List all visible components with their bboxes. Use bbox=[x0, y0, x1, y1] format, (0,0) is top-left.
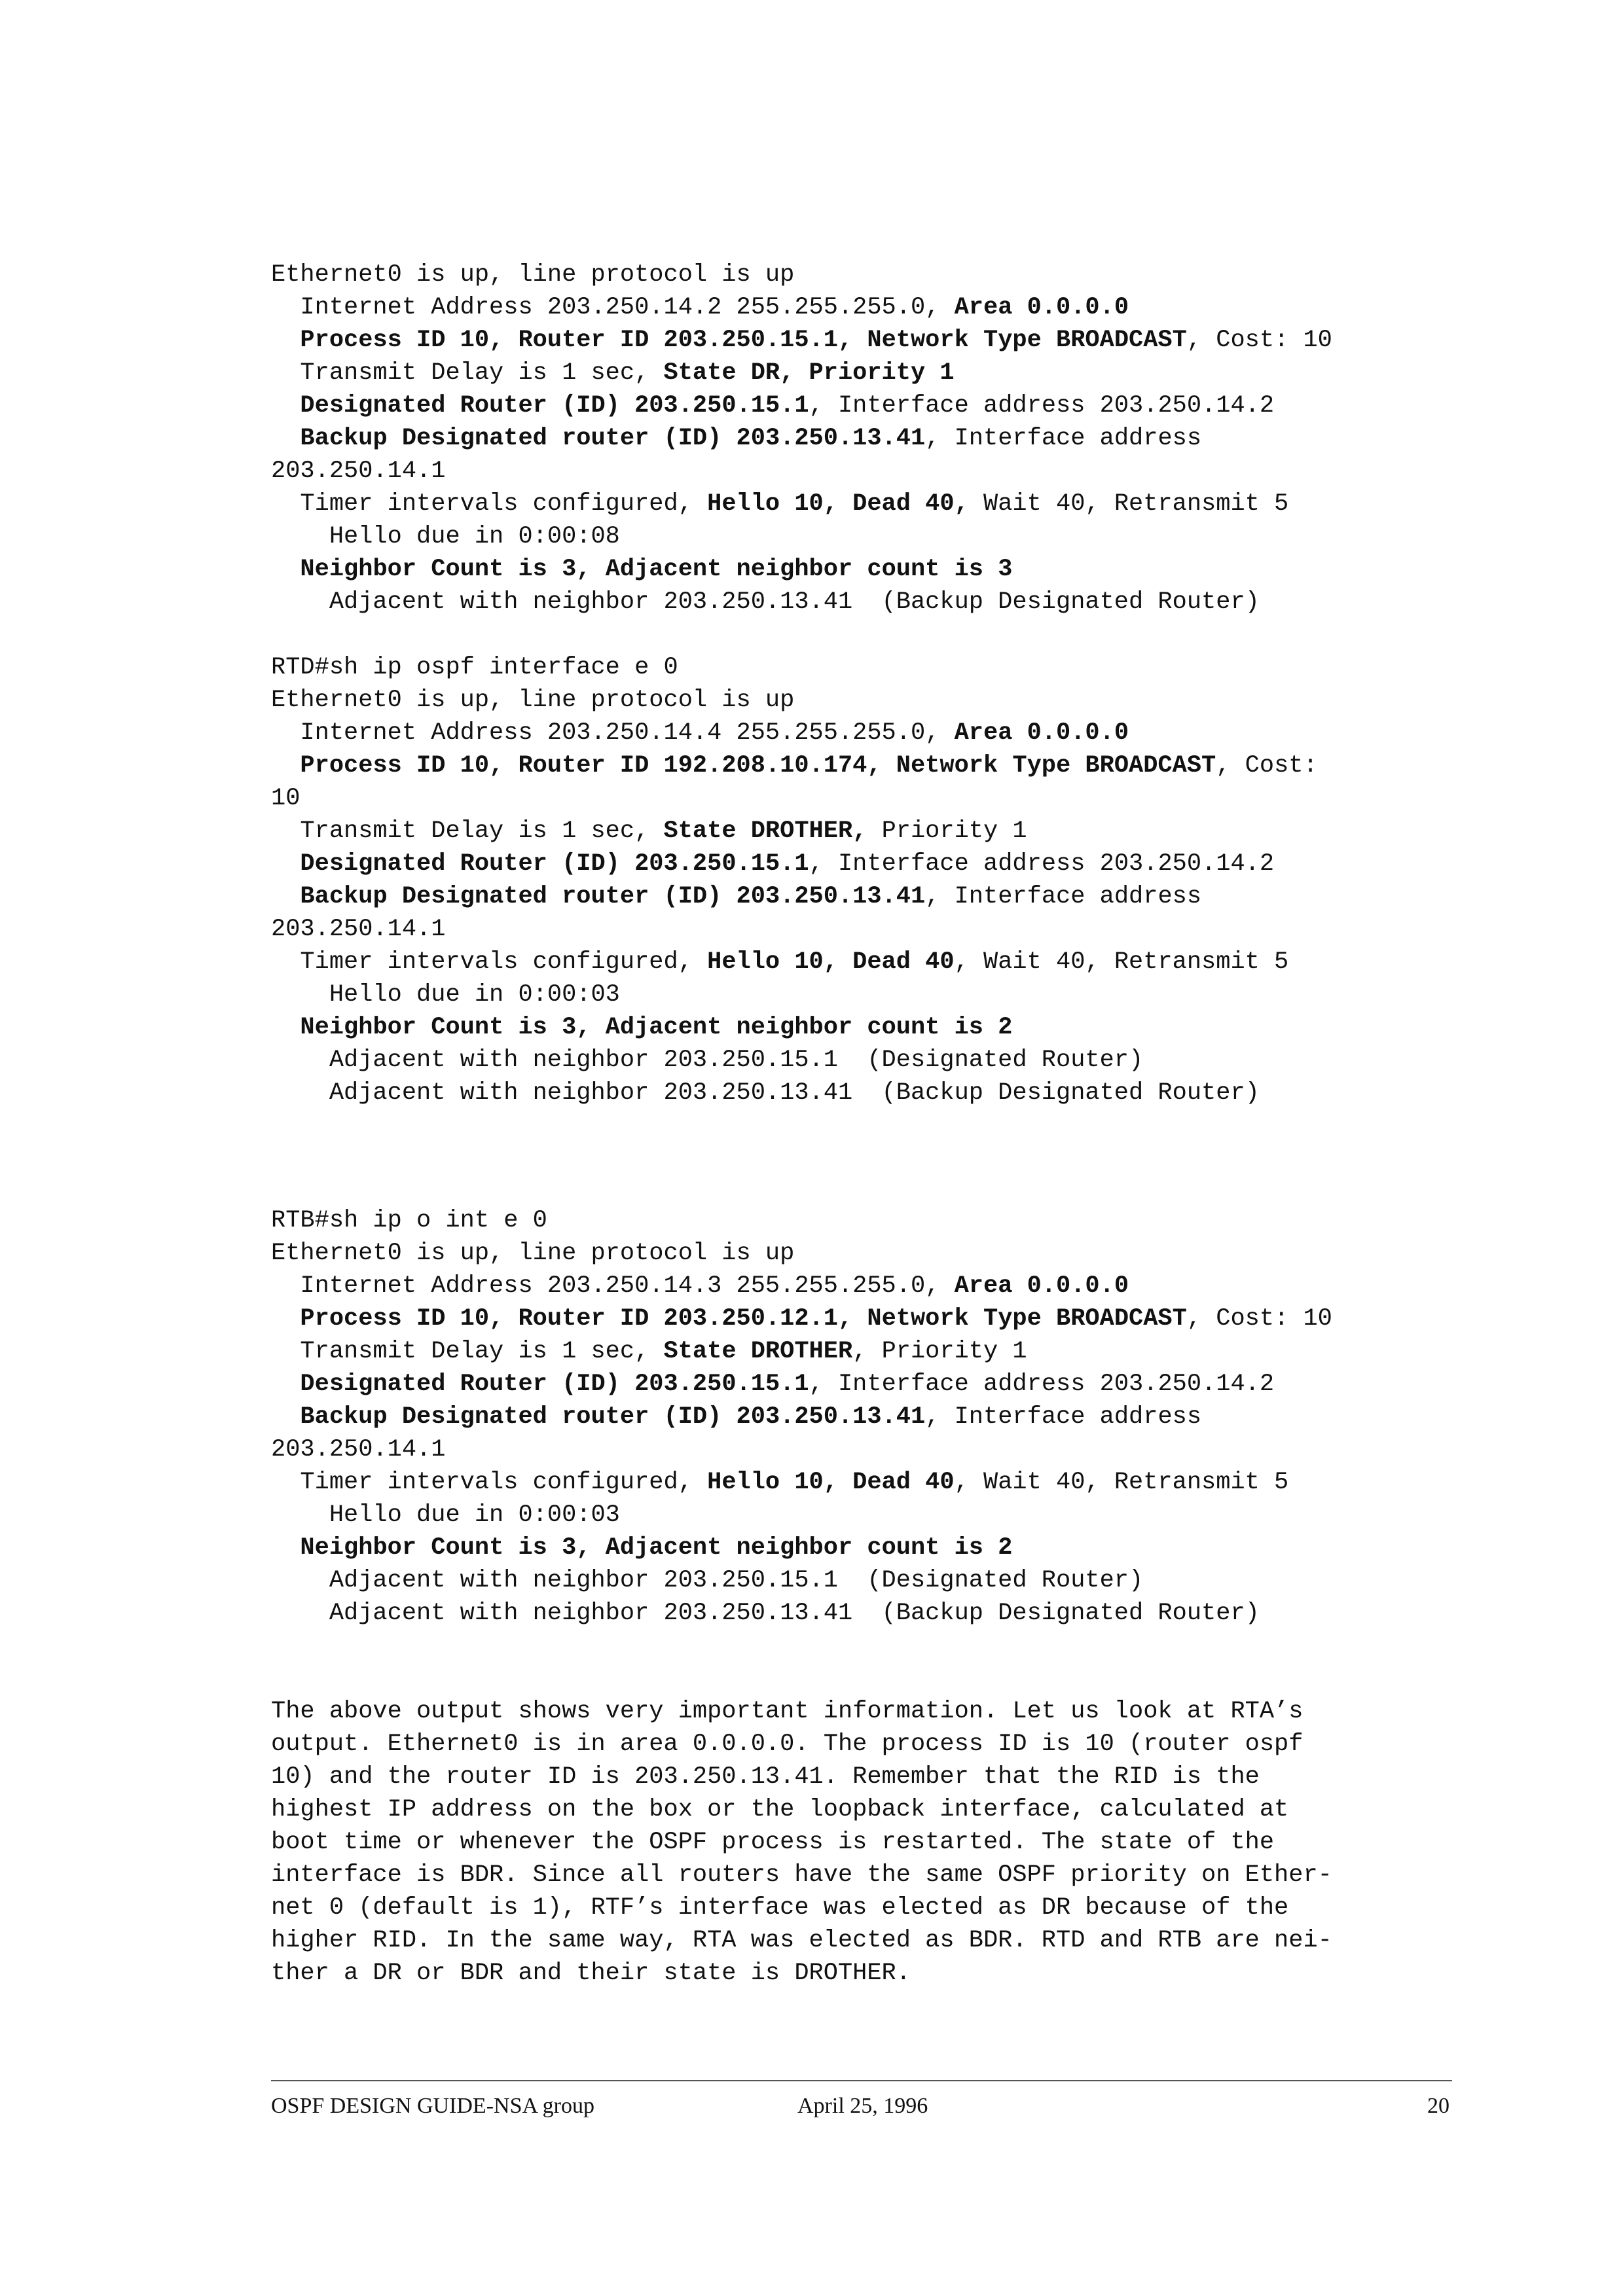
cli-text: , Interface address bbox=[925, 1403, 1202, 1431]
cli-text: Hello due in 0:00:03 bbox=[271, 981, 620, 1009]
cli-text: Ethernet0 is up, line protocol is up bbox=[271, 261, 795, 289]
paragraph-line: net 0 (default is 1), RTF’s interface was elected as DR because of the bbox=[271, 1894, 1289, 1922]
cli-text: , Interface address 203.250.14.2 bbox=[809, 850, 1275, 878]
cli-text bbox=[271, 850, 300, 878]
cli-text: , Interface address bbox=[925, 883, 1202, 910]
cli-text bbox=[271, 327, 300, 354]
cli-line bbox=[271, 357, 1332, 389]
cli-text-bold: Area 0.0.0.0 bbox=[954, 294, 1129, 321]
cli-text: 203.250.14.1 bbox=[271, 457, 446, 485]
cli-text bbox=[271, 883, 300, 910]
cli-text: Timer intervals configured, bbox=[271, 490, 708, 518]
cli-line bbox=[271, 1077, 1332, 1109]
cli-text bbox=[271, 556, 300, 583]
cli-text: , Interface address bbox=[925, 425, 1202, 452]
cli-text: , Interface address 203.250.14.2 bbox=[809, 392, 1275, 420]
explanation-paragraph bbox=[271, 1695, 1443, 1990]
cli-text-bold: Designated Router (ID) 203.250.15.1 bbox=[300, 1371, 809, 1398]
cli-line bbox=[271, 1270, 1332, 1302]
cli-line bbox=[271, 389, 1332, 422]
cli-text: 203.250.14.1 bbox=[271, 916, 446, 943]
cli-line bbox=[271, 1532, 1332, 1564]
cli-line bbox=[271, 815, 1332, 848]
cli-line bbox=[271, 1204, 1332, 1237]
cli-text: Transmit Delay is 1 sec, bbox=[271, 1338, 664, 1365]
cli-text: Transmit Delay is 1 sec, bbox=[271, 817, 664, 845]
paragraph-line: output. Ethernet0 is in area 0.0.0.0. The process ID is 10 (router ospf bbox=[271, 1731, 1304, 1758]
cli-text: RTB#sh ip o int e 0 bbox=[271, 1207, 547, 1234]
cli-text: Adjacent with neighbor 203.250.13.41 (Backup Designated Router) bbox=[271, 1079, 1260, 1107]
cli-line bbox=[271, 913, 1332, 946]
cli-text: , Cost: bbox=[1216, 752, 1318, 780]
cli-line bbox=[271, 1466, 1332, 1499]
cli-line bbox=[271, 880, 1332, 913]
cli-text: RTD#sh ip ospf interface e 0 bbox=[271, 654, 678, 681]
cli-line bbox=[271, 717, 1332, 749]
paragraph-line: higher RID. In the same way, RTA was elected as BDR. RTD and RTB are nei- bbox=[271, 1927, 1332, 1954]
cli-text: Adjacent with neighbor 203.250.13.41 (Backup Designated Router) bbox=[271, 588, 1260, 616]
cli-text bbox=[271, 1014, 300, 1041]
cli-text-bold: Area 0.0.0.0 bbox=[954, 1272, 1129, 1300]
cli-text: Wait 40, Retransmit 5 bbox=[968, 490, 1289, 518]
cli-text: Ethernet0 is up, line protocol is up bbox=[271, 687, 795, 714]
cli-line bbox=[271, 1499, 1332, 1532]
cli-line bbox=[271, 978, 1332, 1011]
cli-text: Ethernet0 is up, line protocol is up bbox=[271, 1240, 795, 1267]
cli-text: 10 bbox=[271, 785, 301, 812]
cli-text: Timer intervals configured, bbox=[271, 1469, 708, 1496]
paragraph-line: interface is BDR. Since all routers have the same OSPF priority on Ether- bbox=[271, 1861, 1332, 1889]
cli-output-rtb bbox=[271, 1204, 1332, 1630]
cli-text: Adjacent with neighbor 203.250.13.41 (Backup Designated Router) bbox=[271, 1600, 1260, 1627]
cli-text-bold: Designated Router (ID) 203.250.15.1 bbox=[300, 392, 809, 420]
cli-line bbox=[271, 488, 1332, 520]
cli-text-bold: Neighbor Count is 3, Adjacent neighbor count is 2 bbox=[300, 1534, 1013, 1562]
cli-text-bold: State DROTHER, bbox=[663, 817, 867, 845]
cli-line bbox=[271, 324, 1332, 357]
cli-line bbox=[271, 455, 1332, 488]
cli-line bbox=[271, 553, 1332, 586]
cli-text: Internet Address 203.250.14.3 255.255.255.0, bbox=[271, 1272, 955, 1300]
cli-text bbox=[271, 1305, 300, 1333]
cli-line bbox=[271, 619, 1332, 651]
footer-page-number: 20 bbox=[1427, 2094, 1450, 2118]
paragraph-line: 10) and the router ID is 203.250.13.41. Remember that the RID is the bbox=[271, 1763, 1260, 1791]
cli-text-bold: Area 0.0.0.0 bbox=[954, 719, 1129, 747]
cli-text: , Wait 40, Retransmit 5 bbox=[954, 1469, 1289, 1496]
cli-line bbox=[271, 651, 1332, 684]
cli-text: Internet Address 203.250.14.2 255.255.255.0, bbox=[271, 294, 955, 321]
cli-line bbox=[271, 1564, 1332, 1597]
cli-text bbox=[271, 1403, 300, 1431]
cli-text: Priority 1 bbox=[867, 817, 1027, 845]
cli-line bbox=[271, 782, 1332, 815]
cli-text: , Wait 40, Retransmit 5 bbox=[954, 948, 1289, 976]
cli-text-bold: Neighbor Count is 3, Adjacent neighbor count is 3 bbox=[300, 556, 1013, 583]
cli-line bbox=[271, 848, 1332, 880]
cli-text: Adjacent with neighbor 203.250.15.1 (Designated Router) bbox=[271, 1567, 1144, 1594]
cli-text-bold: Backup Designated router (ID) 203.250.13.41 bbox=[300, 425, 926, 452]
cli-text-bold: Designated Router (ID) 203.250.15.1 bbox=[300, 850, 809, 878]
cli-text-bold: Backup Designated router (ID) 203.250.13.41 bbox=[300, 883, 926, 910]
cli-line bbox=[271, 1335, 1332, 1368]
cli-line bbox=[271, 422, 1332, 455]
cli-line bbox=[271, 259, 1332, 291]
cli-text-bold: State DR, Priority 1 bbox=[663, 359, 955, 387]
cli-output-rta-rtd bbox=[271, 259, 1332, 1109]
footer-doc-title: OSPF DESIGN GUIDE-NSA group bbox=[271, 2094, 594, 2118]
cli-text bbox=[271, 1534, 300, 1562]
cli-text-bold: Process ID 10, Router ID 203.250.15.1, Network Type BROADCAST bbox=[300, 327, 1187, 354]
cli-text-bold: Hello 10, Dead 40 bbox=[707, 948, 955, 976]
cli-text: 203.250.14.1 bbox=[271, 1436, 446, 1463]
cli-line bbox=[271, 684, 1332, 717]
cli-line bbox=[271, 946, 1332, 978]
footer-rule bbox=[271, 2080, 1452, 2081]
cli-text: , Priority 1 bbox=[852, 1338, 1027, 1365]
cli-line bbox=[271, 1597, 1332, 1630]
cli-line bbox=[271, 749, 1332, 782]
cli-text-bold: Backup Designated router (ID) 203.250.13.41 bbox=[300, 1403, 926, 1431]
cli-text: , Interface address 203.250.14.2 bbox=[809, 1371, 1275, 1398]
cli-text bbox=[271, 425, 300, 452]
cli-text bbox=[271, 752, 300, 780]
cli-text-bold: Process ID 10, Router ID 203.250.12.1, Network Type BROADCAST bbox=[300, 1305, 1187, 1333]
cli-text: Transmit Delay is 1 sec, bbox=[271, 359, 664, 387]
footer-date: April 25, 1996 bbox=[797, 2094, 928, 2118]
paragraph-line: The above output shows very important information. Let us look at RTA’s bbox=[271, 1698, 1304, 1725]
cli-text bbox=[271, 392, 300, 420]
cli-line bbox=[271, 1433, 1332, 1466]
cli-text-bold: State DROTHER bbox=[663, 1338, 853, 1365]
cli-line bbox=[271, 586, 1332, 619]
cli-text bbox=[271, 1371, 300, 1398]
cli-text: , Cost: 10 bbox=[1186, 327, 1332, 354]
cli-line bbox=[271, 520, 1332, 553]
cli-line bbox=[271, 1302, 1332, 1335]
cli-line bbox=[271, 1401, 1332, 1433]
cli-text: Hello due in 0:00:03 bbox=[271, 1501, 620, 1529]
cli-line bbox=[271, 1011, 1332, 1044]
cli-line bbox=[271, 291, 1332, 324]
paragraph-line: boot time or whenever the OSPF process is restarted. The state of the bbox=[271, 1829, 1275, 1856]
paragraph-line: ther a DR or BDR and their state is DROTHER. bbox=[271, 1960, 911, 1987]
cli-line bbox=[271, 1368, 1332, 1401]
cli-text-bold: Hello 10, Dead 40, bbox=[707, 490, 969, 518]
cli-text-bold: Hello 10, Dead 40 bbox=[707, 1469, 955, 1496]
cli-text: , Cost: 10 bbox=[1186, 1305, 1332, 1333]
cli-text: Adjacent with neighbor 203.250.15.1 (Designated Router) bbox=[271, 1047, 1144, 1074]
cli-text: Hello due in 0:00:08 bbox=[271, 523, 620, 550]
cli-line bbox=[271, 1237, 1332, 1270]
cli-text: Internet Address 203.250.14.4 255.255.255.0, bbox=[271, 719, 955, 747]
cli-text: Timer intervals configured, bbox=[271, 948, 708, 976]
paragraph-line: highest IP address on the box or the loopback interface, calculated at bbox=[271, 1796, 1289, 1823]
cli-text-bold: Process ID 10, Router ID 192.208.10.174, Network Type BROADCAST bbox=[300, 752, 1216, 780]
cli-text-bold: Neighbor Count is 3, Adjacent neighbor count is 2 bbox=[300, 1014, 1013, 1041]
cli-line bbox=[271, 1044, 1332, 1077]
